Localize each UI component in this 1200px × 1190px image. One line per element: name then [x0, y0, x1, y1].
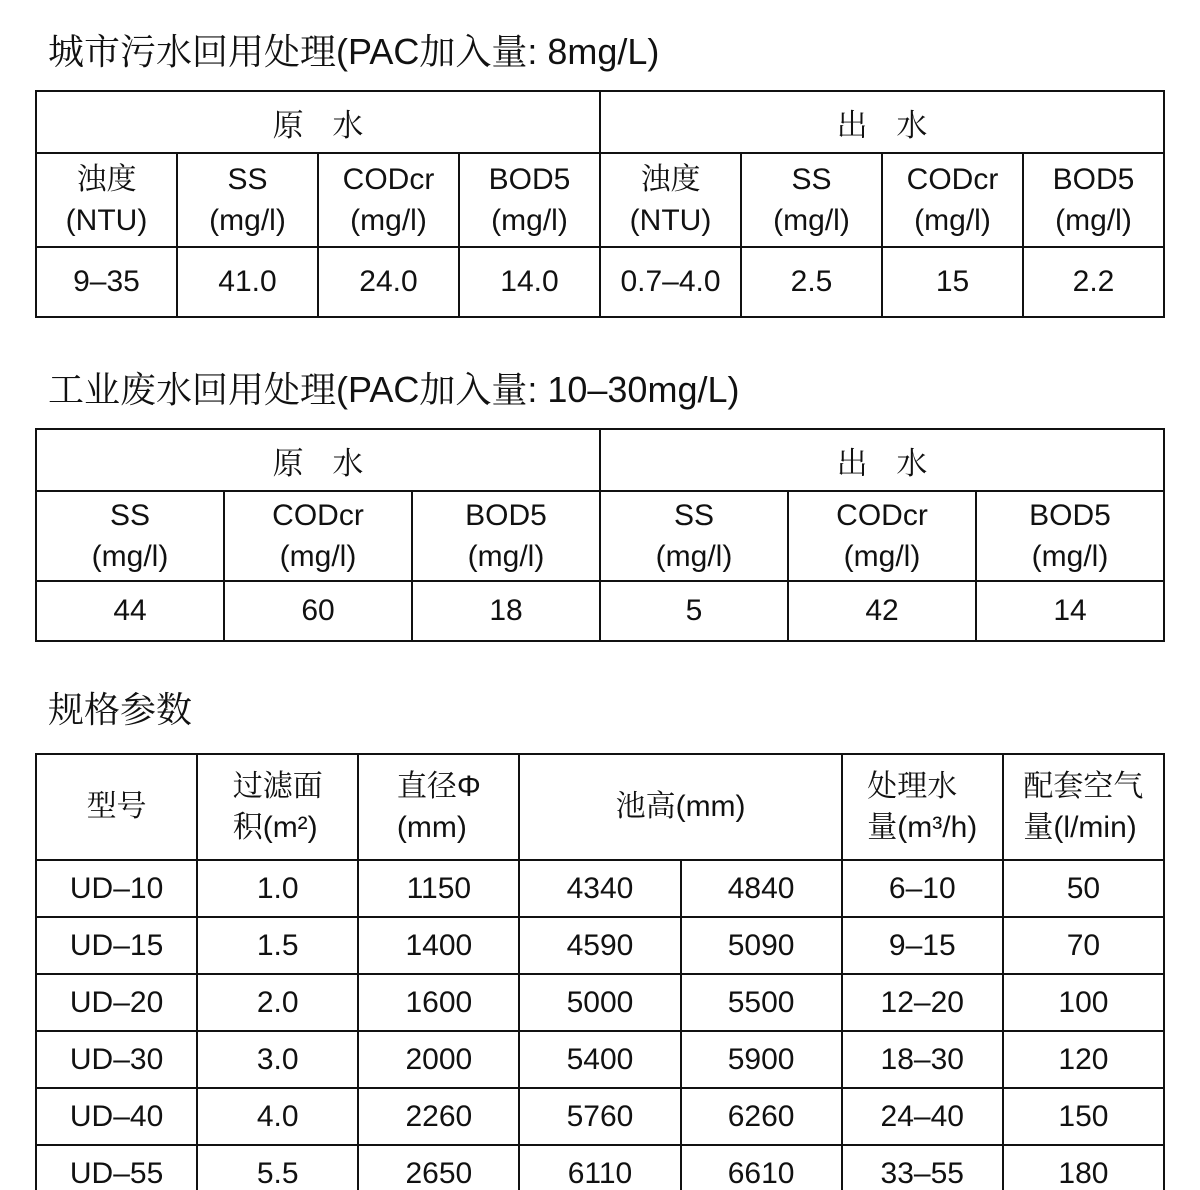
data-cell: 4590 [519, 917, 680, 974]
column-header-label: 处理水 量(m³/h) [867, 769, 978, 844]
data-cell: 2260 [358, 1088, 519, 1145]
data-cell: 14 [976, 581, 1164, 641]
data-cell: UD–10 [36, 860, 197, 917]
column-header-row [36, 153, 1164, 247]
column-header-cell [358, 754, 519, 860]
column-header-cell [224, 491, 412, 581]
data-row [36, 974, 1164, 1031]
data-cell: 2000 [358, 1031, 519, 1088]
column-header-cell [318, 153, 459, 247]
data-cell: 2.2 [1023, 247, 1164, 317]
column-header-cell [36, 754, 197, 860]
column-header-cell [197, 754, 358, 860]
industrial-wastewater-title: 工业废水回用处理(PAC加入量: 10–30mg/L) [48, 369, 740, 410]
group-header-cell: 原 水 [36, 429, 600, 491]
data-cell: 15 [882, 247, 1023, 317]
column-header-cell [1003, 754, 1164, 860]
data-cell: 1.0 [197, 860, 358, 917]
column-header-label: 型号 [86, 790, 147, 824]
column-header-label: 直径Φ (mm) [396, 769, 481, 844]
data-cell: 9–35 [36, 247, 177, 317]
group-header-row [36, 91, 1164, 153]
column-header-cell [36, 153, 177, 247]
data-cell: 18–30 [842, 1031, 1003, 1088]
data-cell: 4340 [519, 860, 680, 917]
data-cell: 24.0 [318, 247, 459, 317]
data-cell: 1400 [358, 917, 519, 974]
column-header-cell [459, 153, 600, 247]
column-header-cell [976, 491, 1164, 581]
data-cell: 41.0 [177, 247, 318, 317]
data-cell: 3.0 [197, 1031, 358, 1088]
data-cell: 5090 [681, 917, 842, 974]
section-industrial-wastewater [35, 362, 1165, 642]
data-cell: 5.5 [197, 1145, 358, 1190]
column-header-label: BOD5 (mg/l) [1052, 162, 1135, 237]
data-cell: 5 [600, 581, 788, 641]
data-cell: 6260 [681, 1088, 842, 1145]
column-header-label: CODcr (mg/l) [836, 498, 928, 573]
data-cell: 44 [36, 581, 224, 641]
urban-sewage-title: 城市污水回用处理(PAC加入量: 8mg/L) [48, 31, 660, 72]
column-header-cell [842, 754, 1003, 860]
data-cell: 18 [412, 581, 600, 641]
column-header-label: 过滤面 积(m²) [232, 769, 323, 844]
column-header-label: BOD5 (mg/l) [465, 498, 547, 573]
data-cell: 2.5 [741, 247, 882, 317]
column-header-label: SS (mg/l) [209, 162, 286, 237]
data-cell: 33–55 [842, 1145, 1003, 1190]
column-header-label: SS (mg/l) [91, 498, 169, 573]
column-header-cell [882, 153, 1023, 247]
column-header-label: 浊度 (NTU) [629, 162, 712, 237]
column-header-label: BOD5 (mg/l) [488, 162, 571, 237]
column-header-cell [600, 153, 741, 247]
data-cell: 70 [1003, 917, 1164, 974]
data-row [36, 1031, 1164, 1088]
data-cell: 5900 [681, 1031, 842, 1088]
data-cell: UD–15 [36, 917, 197, 974]
column-header-label: 池高(mm) [615, 790, 746, 824]
data-cell: 9–15 [842, 917, 1003, 974]
column-header-cell [788, 491, 976, 581]
data-cell: 2.0 [197, 974, 358, 1031]
column-header-cell [1023, 153, 1164, 247]
data-cell: 60 [224, 581, 412, 641]
data-cell: 4.0 [197, 1088, 358, 1145]
column-header-row [36, 754, 1164, 860]
column-header-cell [600, 491, 788, 581]
column-header-cell [36, 491, 224, 581]
data-cell: 180 [1003, 1145, 1164, 1190]
data-cell: 1150 [358, 860, 519, 917]
column-header-label: CODcr (mg/l) [272, 498, 364, 573]
data-row [36, 581, 1164, 641]
column-header-label: 浊度 (NTU) [65, 162, 148, 237]
data-cell: 5400 [519, 1031, 680, 1088]
data-row [36, 247, 1164, 317]
group-header-row [36, 429, 1164, 491]
data-cell: 0.7–4.0 [600, 247, 741, 317]
column-header-label: SS (mg/l) [773, 162, 850, 237]
group-header-cell: 出 水 [600, 91, 1164, 153]
data-cell: 4840 [681, 860, 842, 917]
data-cell: 6–10 [842, 860, 1003, 917]
data-row [36, 1088, 1164, 1145]
data-cell: 5000 [519, 974, 680, 1031]
column-header-cell [177, 153, 318, 247]
group-header-cell: 原 水 [36, 91, 600, 153]
data-cell: 5500 [681, 974, 842, 1031]
data-cell: 1600 [358, 974, 519, 1031]
column-header-label: CODcr (mg/l) [342, 162, 435, 237]
column-header-cell [741, 153, 882, 247]
section-specifications [35, 682, 1165, 1190]
industrial-wastewater-reuse-table [35, 428, 1165, 642]
data-cell: 120 [1003, 1031, 1164, 1088]
data-cell: 24–40 [842, 1088, 1003, 1145]
data-cell: 50 [1003, 860, 1164, 917]
column-header-label: SS (mg/l) [655, 498, 733, 573]
data-cell: 6610 [681, 1145, 842, 1190]
data-cell: 100 [1003, 974, 1164, 1031]
data-cell: 5760 [519, 1088, 680, 1145]
data-cell: 150 [1003, 1088, 1164, 1145]
column-header-label: 配套空气 量(l/min) [1023, 769, 1144, 844]
data-cell: 14.0 [459, 247, 600, 317]
section-urban-sewage [35, 24, 1165, 318]
data-cell: 6110 [519, 1145, 680, 1190]
column-header-cell [519, 754, 841, 860]
column-header-cell [412, 491, 600, 581]
specifications-title: 规格参数 [48, 689, 193, 730]
data-row [36, 1145, 1164, 1190]
data-row [36, 917, 1164, 974]
group-header-cell: 出 水 [600, 429, 1164, 491]
data-cell: UD–20 [36, 974, 197, 1031]
column-header-row [36, 491, 1164, 581]
specifications-table [35, 753, 1165, 1190]
column-header-label: CODcr (mg/l) [906, 162, 999, 237]
data-cell: UD–55 [36, 1145, 197, 1190]
data-cell: 42 [788, 581, 976, 641]
urban-sewage-reuse-table [35, 90, 1165, 318]
data-row [36, 860, 1164, 917]
data-cell: UD–30 [36, 1031, 197, 1088]
column-header-label: BOD5 (mg/l) [1029, 498, 1111, 573]
data-cell: 12–20 [842, 974, 1003, 1031]
data-cell: 1.5 [197, 917, 358, 974]
data-cell: 2650 [358, 1145, 519, 1190]
data-cell: UD–40 [36, 1088, 197, 1145]
